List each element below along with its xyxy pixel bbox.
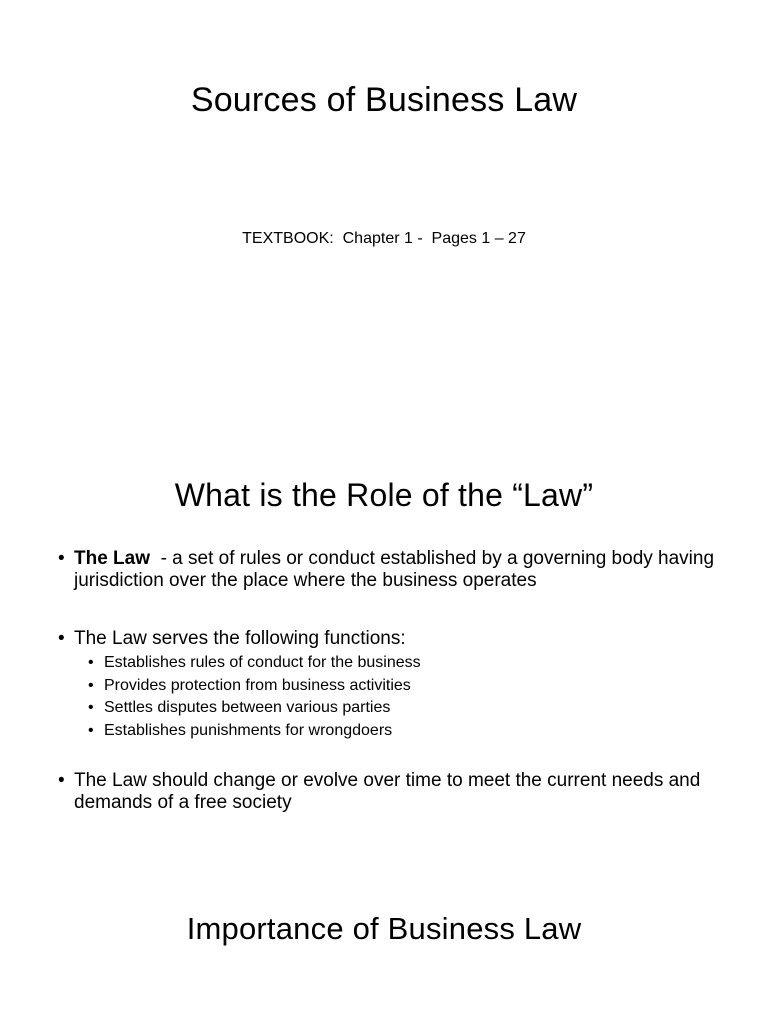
bullet-list — [56, 548, 736, 592]
bullet-list — [56, 628, 736, 742]
bullet-item — [56, 548, 736, 592]
bullet-item: • The Law should change or evolve over time to meet the current needs and demands of a free society — [56, 770, 736, 814]
bullet-text: The Law serves the following functions: — [74, 628, 406, 649]
sub-bullet-item: • Establishes punishments for wrongdoers — [74, 720, 736, 743]
bullet-text: - a set of rules or conduct established by a governing body having jurisdiction over the place where the business operates — [74, 548, 720, 591]
slide-title: Importance of Business Law — [186, 911, 582, 946]
textbook-reference: TEXTBOOK: Chapter 1 - Pages 1 – 27 — [242, 230, 526, 247]
slide-title: What is the Role of the “Law” — [174, 477, 594, 513]
sub-bullet-item: • Settles disputes between various parties — [74, 697, 736, 720]
sub-bullet-list — [74, 652, 736, 742]
bullet-item — [56, 628, 736, 742]
sub-bullet-item: • Establishes rules of conduct for the business — [74, 652, 736, 675]
sub-bullet-item: • Provides protection from business activities — [74, 675, 736, 698]
slide-title: Sources of Business Law — [190, 81, 578, 119]
bullet-list — [56, 770, 736, 814]
bullet-term: The Law — [74, 548, 151, 569]
